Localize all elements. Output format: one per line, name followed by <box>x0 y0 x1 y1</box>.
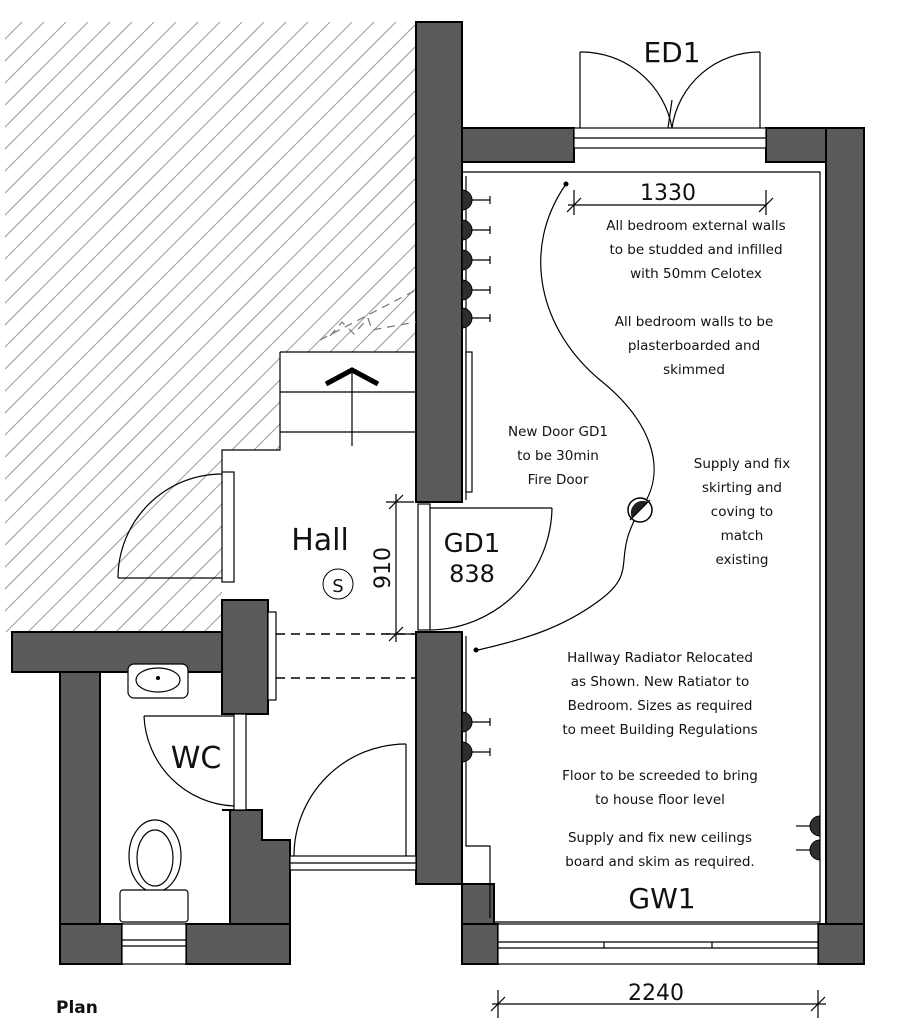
svg-text:existing: existing <box>715 552 769 568</box>
hall-door-lower <box>290 744 416 870</box>
light-fitting-icon <box>628 498 652 522</box>
svg-text:board and skim as required.: board and skim as required. <box>565 854 755 870</box>
label-ed1: ED1 <box>643 36 701 69</box>
svg-text:match: match <box>720 528 764 544</box>
svg-text:to be studded and infilled: to be studded and infilled <box>609 242 783 258</box>
svg-text:as Shown. New Ratiator to: as Shown. New Ratiator to <box>570 674 750 690</box>
svg-text:coving to: coving to <box>710 504 774 520</box>
label-plan: Plan <box>56 998 98 1018</box>
dimension-opening-label: 910 <box>371 547 396 589</box>
label-hall: Hall <box>291 523 349 558</box>
sink <box>128 664 188 698</box>
note-plasterboard <box>615 314 774 378</box>
window-gw1 <box>498 924 818 964</box>
old-radiator-position <box>268 612 416 700</box>
svg-text:skimmed: skimmed <box>663 362 725 378</box>
svg-text:Bedroom. Sizes as required: Bedroom. Sizes as required <box>567 698 753 714</box>
stud-lining <box>462 172 820 922</box>
svg-text:to house floor level: to house floor level <box>595 792 725 808</box>
svg-text:Hallway Radiator Relocated: Hallway Radiator Relocated <box>567 650 753 666</box>
svg-text:with 50mm Celotex: with 50mm Celotex <box>630 266 762 282</box>
socket-symbols-right <box>796 816 820 860</box>
note-floor <box>562 768 758 808</box>
label-gd1: GD1 <box>443 529 501 559</box>
note-ceilings <box>565 830 754 870</box>
stairs <box>280 290 416 446</box>
svg-text:New Door GD1: New Door GD1 <box>508 424 608 440</box>
label-gd1-width: 838 <box>449 560 495 588</box>
svg-text:skirting and: skirting and <box>701 480 783 496</box>
wc-window <box>122 924 186 964</box>
svg-text:All bedroom external walls: All bedroom external walls <box>606 218 786 234</box>
svg-text:Floor to be screeded to bring: Floor to be screeded to bring <box>562 768 758 784</box>
svg-text:All bedroom walls to be: All bedroom walls to be <box>614 314 774 330</box>
svg-text:Supply and fix: Supply and fix <box>693 456 791 472</box>
note-skirting <box>694 456 790 568</box>
note-fire-door <box>508 424 608 488</box>
door-panel-strip <box>466 352 472 492</box>
label-wc: WC <box>170 741 222 776</box>
svg-text:Supply and fix new ceilings: Supply and fix new ceilings <box>567 830 753 846</box>
svg-text:to be 30min: to be 30min <box>517 448 599 464</box>
svg-text:to meet Building Regulations: to meet Building Regulations <box>562 722 758 738</box>
dimension-top-label: 1330 <box>640 181 696 206</box>
smoke-detector-label: S <box>332 576 344 597</box>
note-external-walls <box>606 218 785 282</box>
svg-text:plasterboarded and: plasterboarded and <box>627 338 761 354</box>
toilet <box>120 820 188 922</box>
note-radiator <box>562 650 757 738</box>
svg-text:Fire Door: Fire Door <box>527 472 589 488</box>
dimension-bottom-label: 2240 <box>628 981 684 1006</box>
hall-door-upper <box>118 472 234 582</box>
label-gw1: GW1 <box>628 882 696 915</box>
